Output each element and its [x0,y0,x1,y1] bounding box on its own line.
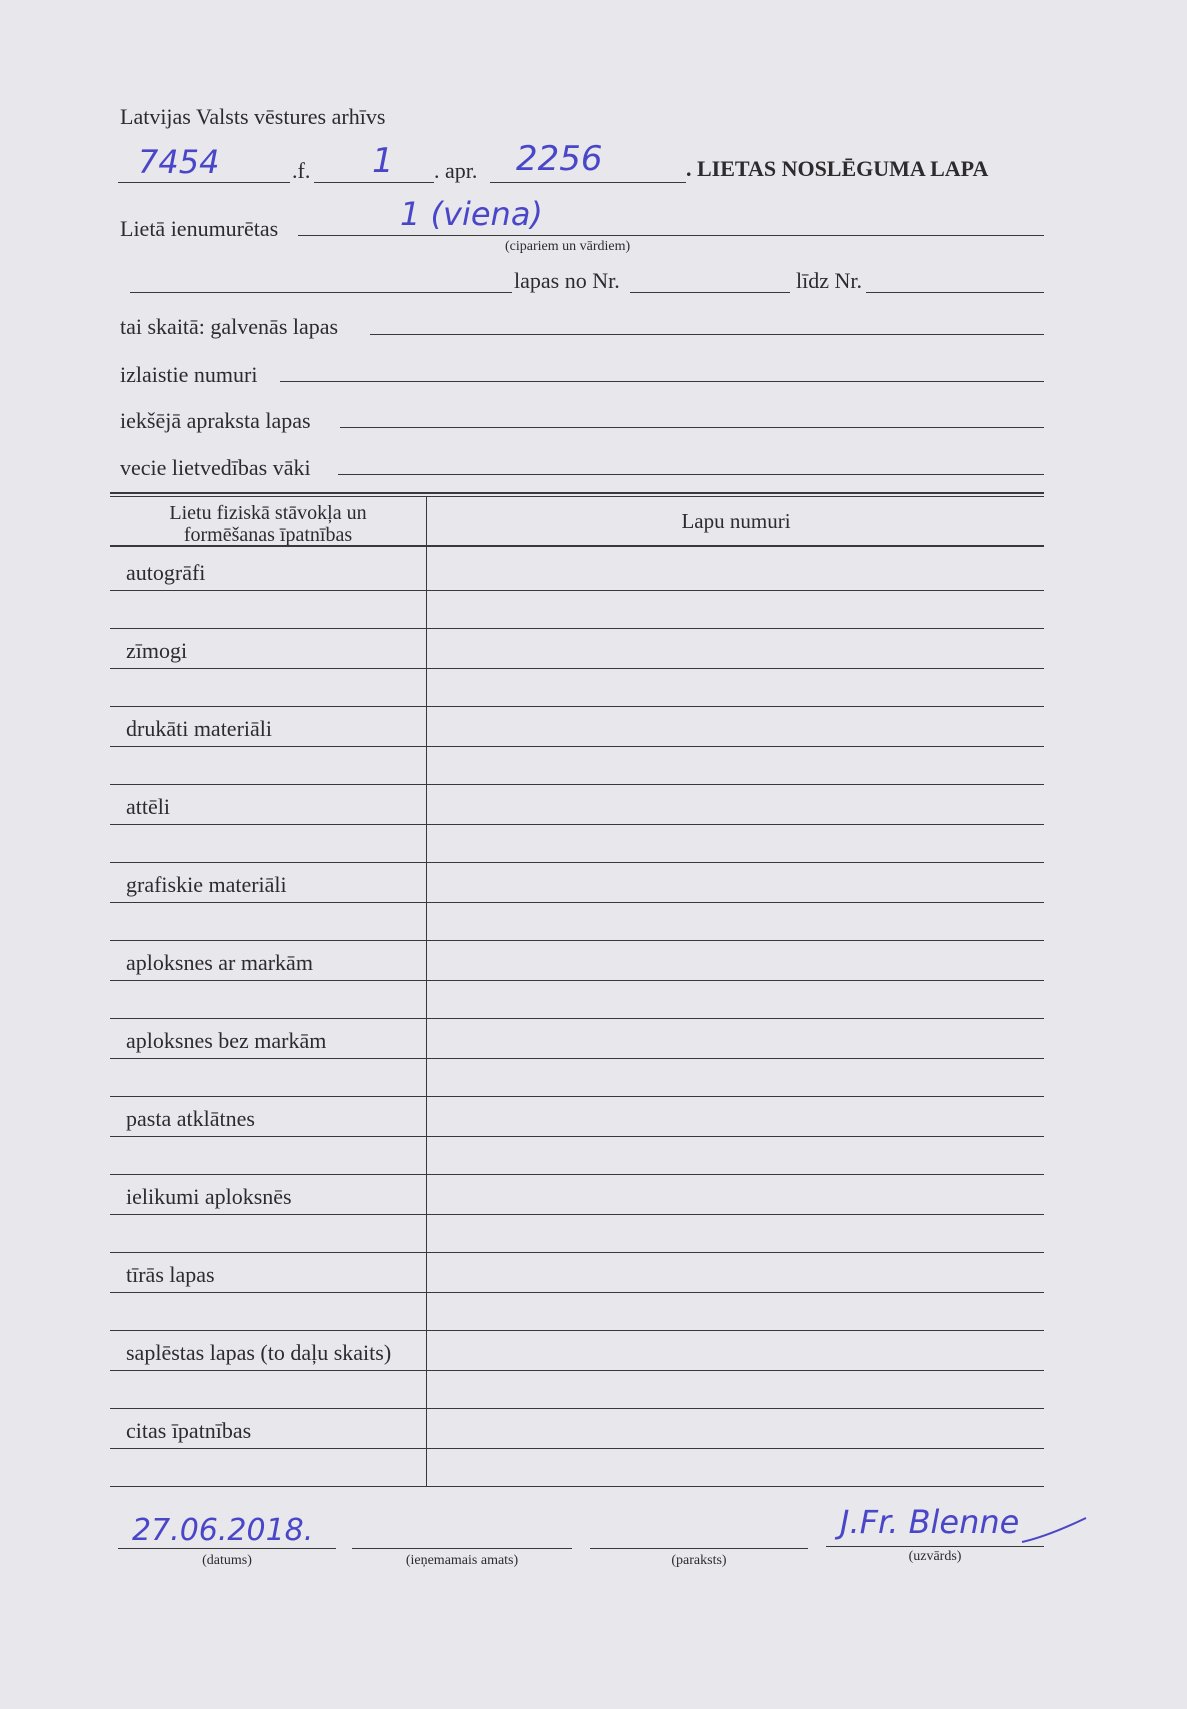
table-row-label: saplēstas lapas (to daļu skaits) [126,1340,392,1365]
table-row-line [110,746,1044,747]
table-row-label: tīrās lapas [126,1262,215,1287]
table-row-label: pasta atklātnes [126,1106,255,1131]
table-row-separator [110,1252,1044,1253]
table-row-line [110,1370,1044,1371]
table-row-separator [110,1330,1044,1331]
inventory-line [314,182,434,183]
archive-name: Latvijas Valsts vēstures arhīvs [120,104,386,129]
numbered-label: Lietā ienumurētas [120,216,279,241]
table-row-line [110,902,1044,903]
file-value: 2256 [516,139,603,179]
table-row-label: aploksnes ar markām [126,950,313,975]
table-row-line [110,1136,1044,1137]
table-row-line [110,590,1044,591]
table-row-line [110,980,1044,981]
count-label-old-covers: vecie lietvedības vāki [120,455,311,480]
table-header-col1 [110,502,426,546]
table-row-label: autogrāfi [126,560,206,585]
table-header-col2: Lapu numuri [681,509,791,533]
date-line [118,1548,336,1549]
table-row-separator [110,1174,1044,1175]
table-row-line [110,668,1044,669]
table-row-line [110,1292,1044,1293]
numbered-line [298,235,1044,236]
table-top-border-inner [110,496,1044,497]
count-line-old-covers [338,474,1044,475]
signature-flourish [1020,1516,1090,1546]
pages-to-line [866,292,1044,293]
count-line-skipped [280,381,1044,382]
pages-from-label: lapas no Nr. [514,268,620,293]
table-header-col1-line1: Lietu fiziskā stāvokļa un [169,502,367,524]
count-label-inner-description: iekšējā apraksta lapas [120,408,311,433]
count-label-skipped: izlaistie numuri [120,362,258,387]
table-row-line [110,1448,1044,1449]
table-row-label: aploksnes bez markām [126,1028,327,1053]
table-row-label: attēli [126,794,170,819]
fund-value: 7454 [138,143,220,181]
position-label: (ieņemamais amats) [405,1553,519,1568]
table-row-separator [110,784,1044,785]
table-row-label: citas īpatnības [126,1418,252,1443]
signature-label: (paraksts) [671,1553,727,1568]
table-row-line [110,1214,1044,1215]
surname-line [826,1546,1044,1547]
numbered-value: 1 (viena) [400,195,543,233]
table-header-col1-line2: formēšanas īpatnības [183,524,353,546]
position-line [352,1548,572,1549]
surname-label: (uzvārds) [908,1549,962,1564]
table-row-line [110,1058,1044,1059]
inventory-value: 1 [372,141,394,181]
fund-line [118,182,290,183]
pages-from-line [630,292,790,293]
table-row-line [110,824,1044,825]
signature-line [590,1548,808,1549]
table-row-separator [110,1018,1044,1019]
table-row-label: drukāti materiāli [126,716,272,741]
count-line-main-pages [370,334,1044,335]
count-line-inner-description [340,427,1044,428]
table-row-separator [110,1486,1044,1487]
count-label-main-pages: tai skaitā: galvenās lapas [120,314,339,339]
table-row-separator [110,862,1044,863]
table-header-bottom [110,545,1044,547]
table-row-label: grafiskie materiāli [126,872,287,897]
surname-value: J.Fr. Blenne [840,1503,1020,1541]
pages-to-label: līdz Nr. [796,268,862,293]
sheet-title: . LIETAS NOSLĒGUMA LAPA [686,156,989,181]
table-row-separator [110,628,1044,629]
numbered-hint: (cipariem un vārdiem) [505,239,631,254]
table-row-separator [110,706,1044,707]
table-row-label: ielikumi aploksnēs [126,1184,292,1209]
fund-label: .f. [292,158,311,183]
inventory-label: . apr. [434,158,478,183]
table-row-label: zīmogi [126,638,188,663]
table-row-separator [110,1096,1044,1097]
date-label: (datums) [202,1553,252,1568]
pages-count-line [130,292,512,293]
table-top-border [110,492,1044,494]
file-line [490,182,686,183]
date-value: 27.06.2018. [132,1513,314,1548]
table-row-separator [110,940,1044,941]
table-row-separator [110,1408,1044,1409]
table-column-divider [426,496,427,1486]
